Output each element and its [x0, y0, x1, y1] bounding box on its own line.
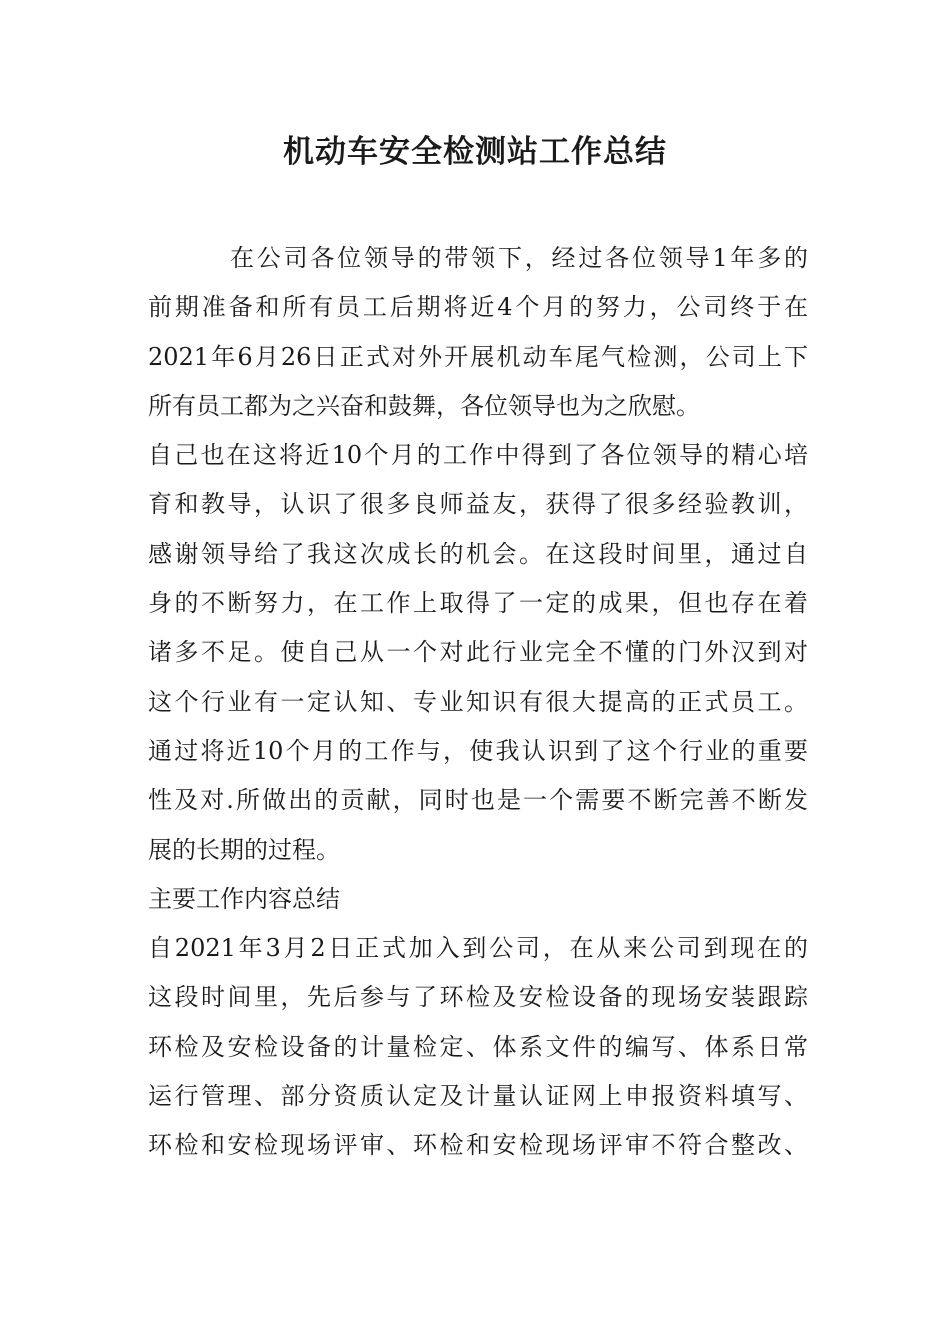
- document-body: [148, 234, 808, 1171]
- paragraph-line: 这段时间里，先后参与了环检及安检设备的现场安装跟踪: [148, 983, 808, 1012]
- paragraph-line: 在公司各位领导的带领下，经过各位领导1年多的: [230, 244, 808, 272]
- paragraph-line: 自己也在这将近10个月的工作中得到了各位领导的精心培: [148, 441, 808, 470]
- paragraph-line: 环检及安检设备的计量检定、体系文件的编写、体系日常: [148, 1032, 808, 1061]
- document-title: 机动车安全检测站工作总结: [283, 134, 667, 170]
- paragraph-line: 通过将近10个月的工作与，使我认识到了这个行业的重要: [148, 736, 808, 765]
- paragraph-line: 育和教导，认识了很多良师益友，获得了很多经验教训，: [148, 490, 808, 519]
- paragraph-line: 运行管理、部分资质认定及计量认证网上申报资料填写、: [148, 1082, 808, 1111]
- paragraph-line: 自2021年3月2日正式加入到公司，在从来公司到现在的: [148, 934, 808, 963]
- paragraph-line: 这个行业有一定认知、专业知识有很大提高的正式员工。: [148, 687, 808, 716]
- paragraph-line: 展的长期的过程。: [148, 835, 340, 864]
- paragraph-line: 诸多不足。使自己从一个对此行业完全不懂的门外汉到对: [148, 638, 808, 667]
- paragraph-line: 身的不断努力，在工作上取得了一定的成果，但也存在着: [148, 589, 808, 618]
- section-heading: 主要工作内容总结: [148, 884, 340, 913]
- paragraph-line: 2021年6月26日正式对外开展机动车尾气检测，公司上下: [148, 342, 808, 371]
- paragraph-line: 所有员工都为之兴奋和鼓舞，各位领导也为之欣慰。: [148, 391, 700, 420]
- paragraph-line: 前期准备和所有员工后期将近4个月的努力，公司终于在: [148, 293, 808, 322]
- paragraph-line: 性及对.所做出的贡献，同时也是一个需要不断完善不断发: [148, 786, 808, 815]
- paragraph-line: 感谢领导给了我这次成长的机会。在这段时间里，通过自: [148, 539, 808, 568]
- paragraph-line: 环检和安检现场评审、环检和安检现场评审不符合整改、: [148, 1131, 808, 1160]
